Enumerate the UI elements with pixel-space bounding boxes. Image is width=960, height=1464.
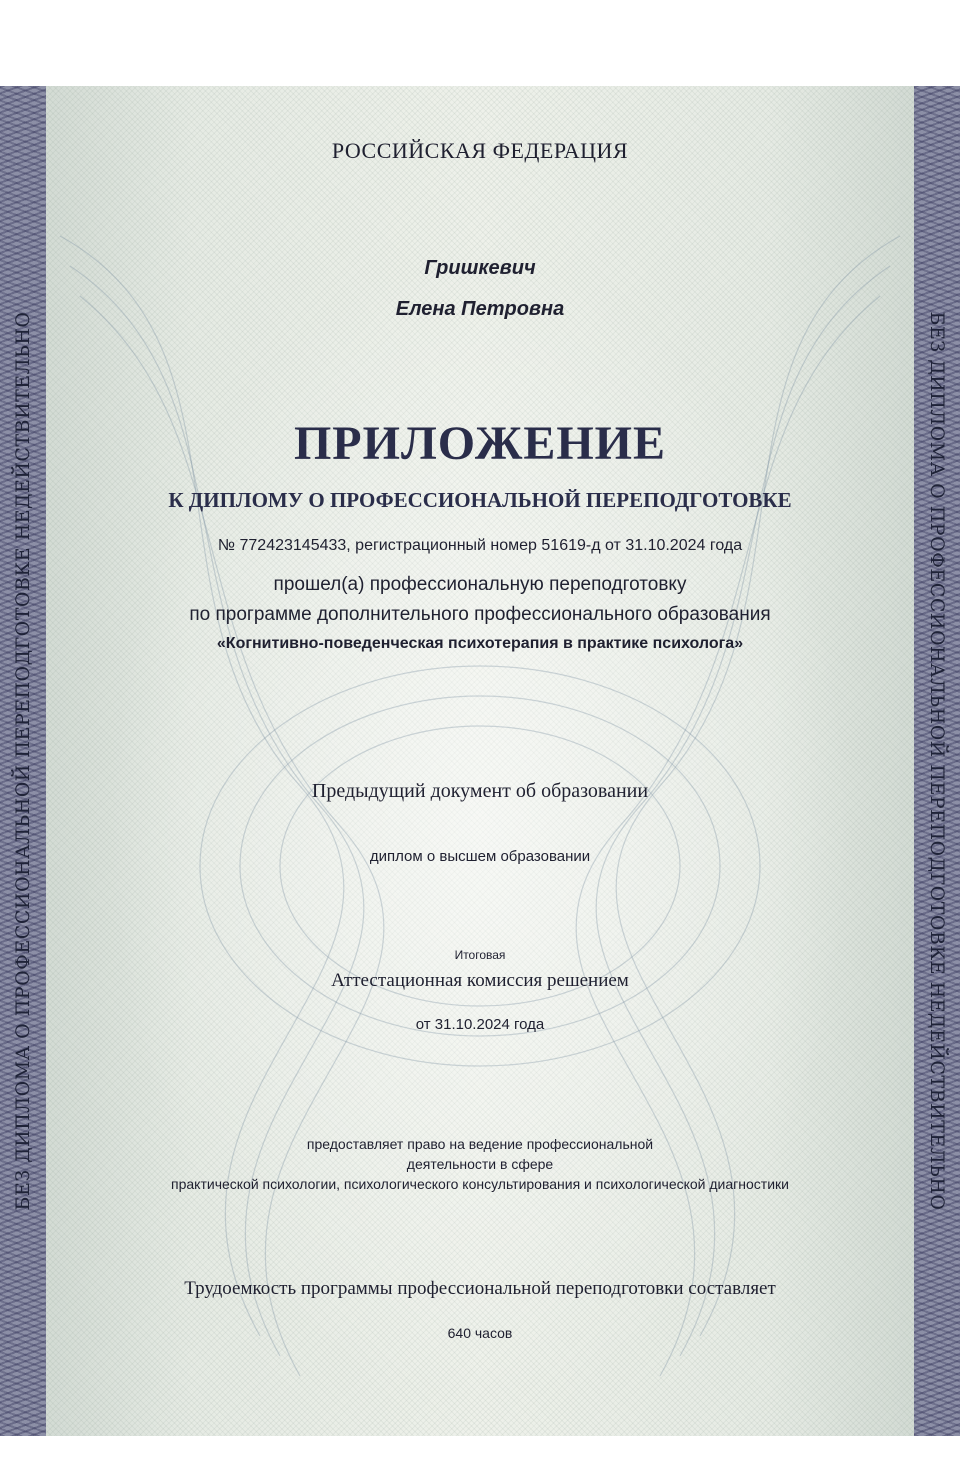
left-border-text: БЕЗ ДИПЛОМА О ПРОФЕССИОНАЛЬНОЙ ПЕРЕПОДГОТОВКЕ НЕДЕЙСТВИТЕЛЬНО bbox=[12, 311, 34, 1211]
document-subtitle: К ДИПЛОМУ О ПРОФЕССИОНАЛЬНОЙ ПЕРЕПОДГОТОВКЕ bbox=[168, 488, 792, 512]
rights-line-2: деятельности в сфере bbox=[406, 1156, 554, 1172]
right-border-text: БЕЗ ДИПЛОМА О ПРОФЕССИОНАЛЬНОЙ ПЕРЕПОДГОТОВКЕ НЕДЕЙСТВИТЕЛЬНО bbox=[926, 311, 948, 1211]
attestation-label: Аттестационная комиссия решением bbox=[331, 970, 629, 991]
country-header: РОССИЙСКАЯ ФЕДЕРАЦИЯ bbox=[331, 138, 629, 163]
program-line-2: по программе дополнительного профессионального образования bbox=[189, 604, 771, 625]
person-surname: Гришкевич bbox=[424, 257, 536, 279]
workload-label: Трудоемкость программы профессиональной переподготовки составляет bbox=[184, 1278, 776, 1299]
program-line-1: прошел(а) профессиональную переподготовку bbox=[273, 574, 687, 595]
diploma-appendix-document bbox=[0, 86, 960, 1436]
person-given-names: Елена Петровна bbox=[395, 298, 565, 320]
guilloche-pattern bbox=[0, 86, 960, 1436]
attestation-date: от 31.10.2024 года bbox=[415, 1016, 545, 1033]
attestation-prefix: Итоговая bbox=[454, 948, 506, 962]
program-name: «Когнитивно-поведенческая психотерапия в практике психолога» bbox=[216, 635, 744, 652]
document-title: ПРИЛОЖЕНИЕ bbox=[293, 417, 667, 470]
rights-line-1: предоставляет право на ведение профессиональной bbox=[306, 1136, 654, 1152]
workload-value: 640 часов bbox=[447, 1325, 513, 1341]
rights-line-3: практической психологии, психологического консультирования и психологической диагностики bbox=[171, 1176, 789, 1192]
previous-doc-label: Предыдущий документ об образовании bbox=[311, 780, 649, 802]
previous-doc-value: диплом о высшем образовании bbox=[369, 848, 591, 865]
registration-number: № 772423145433, регистрационный номер 51619-д от 31.10.2024 года bbox=[217, 537, 743, 554]
